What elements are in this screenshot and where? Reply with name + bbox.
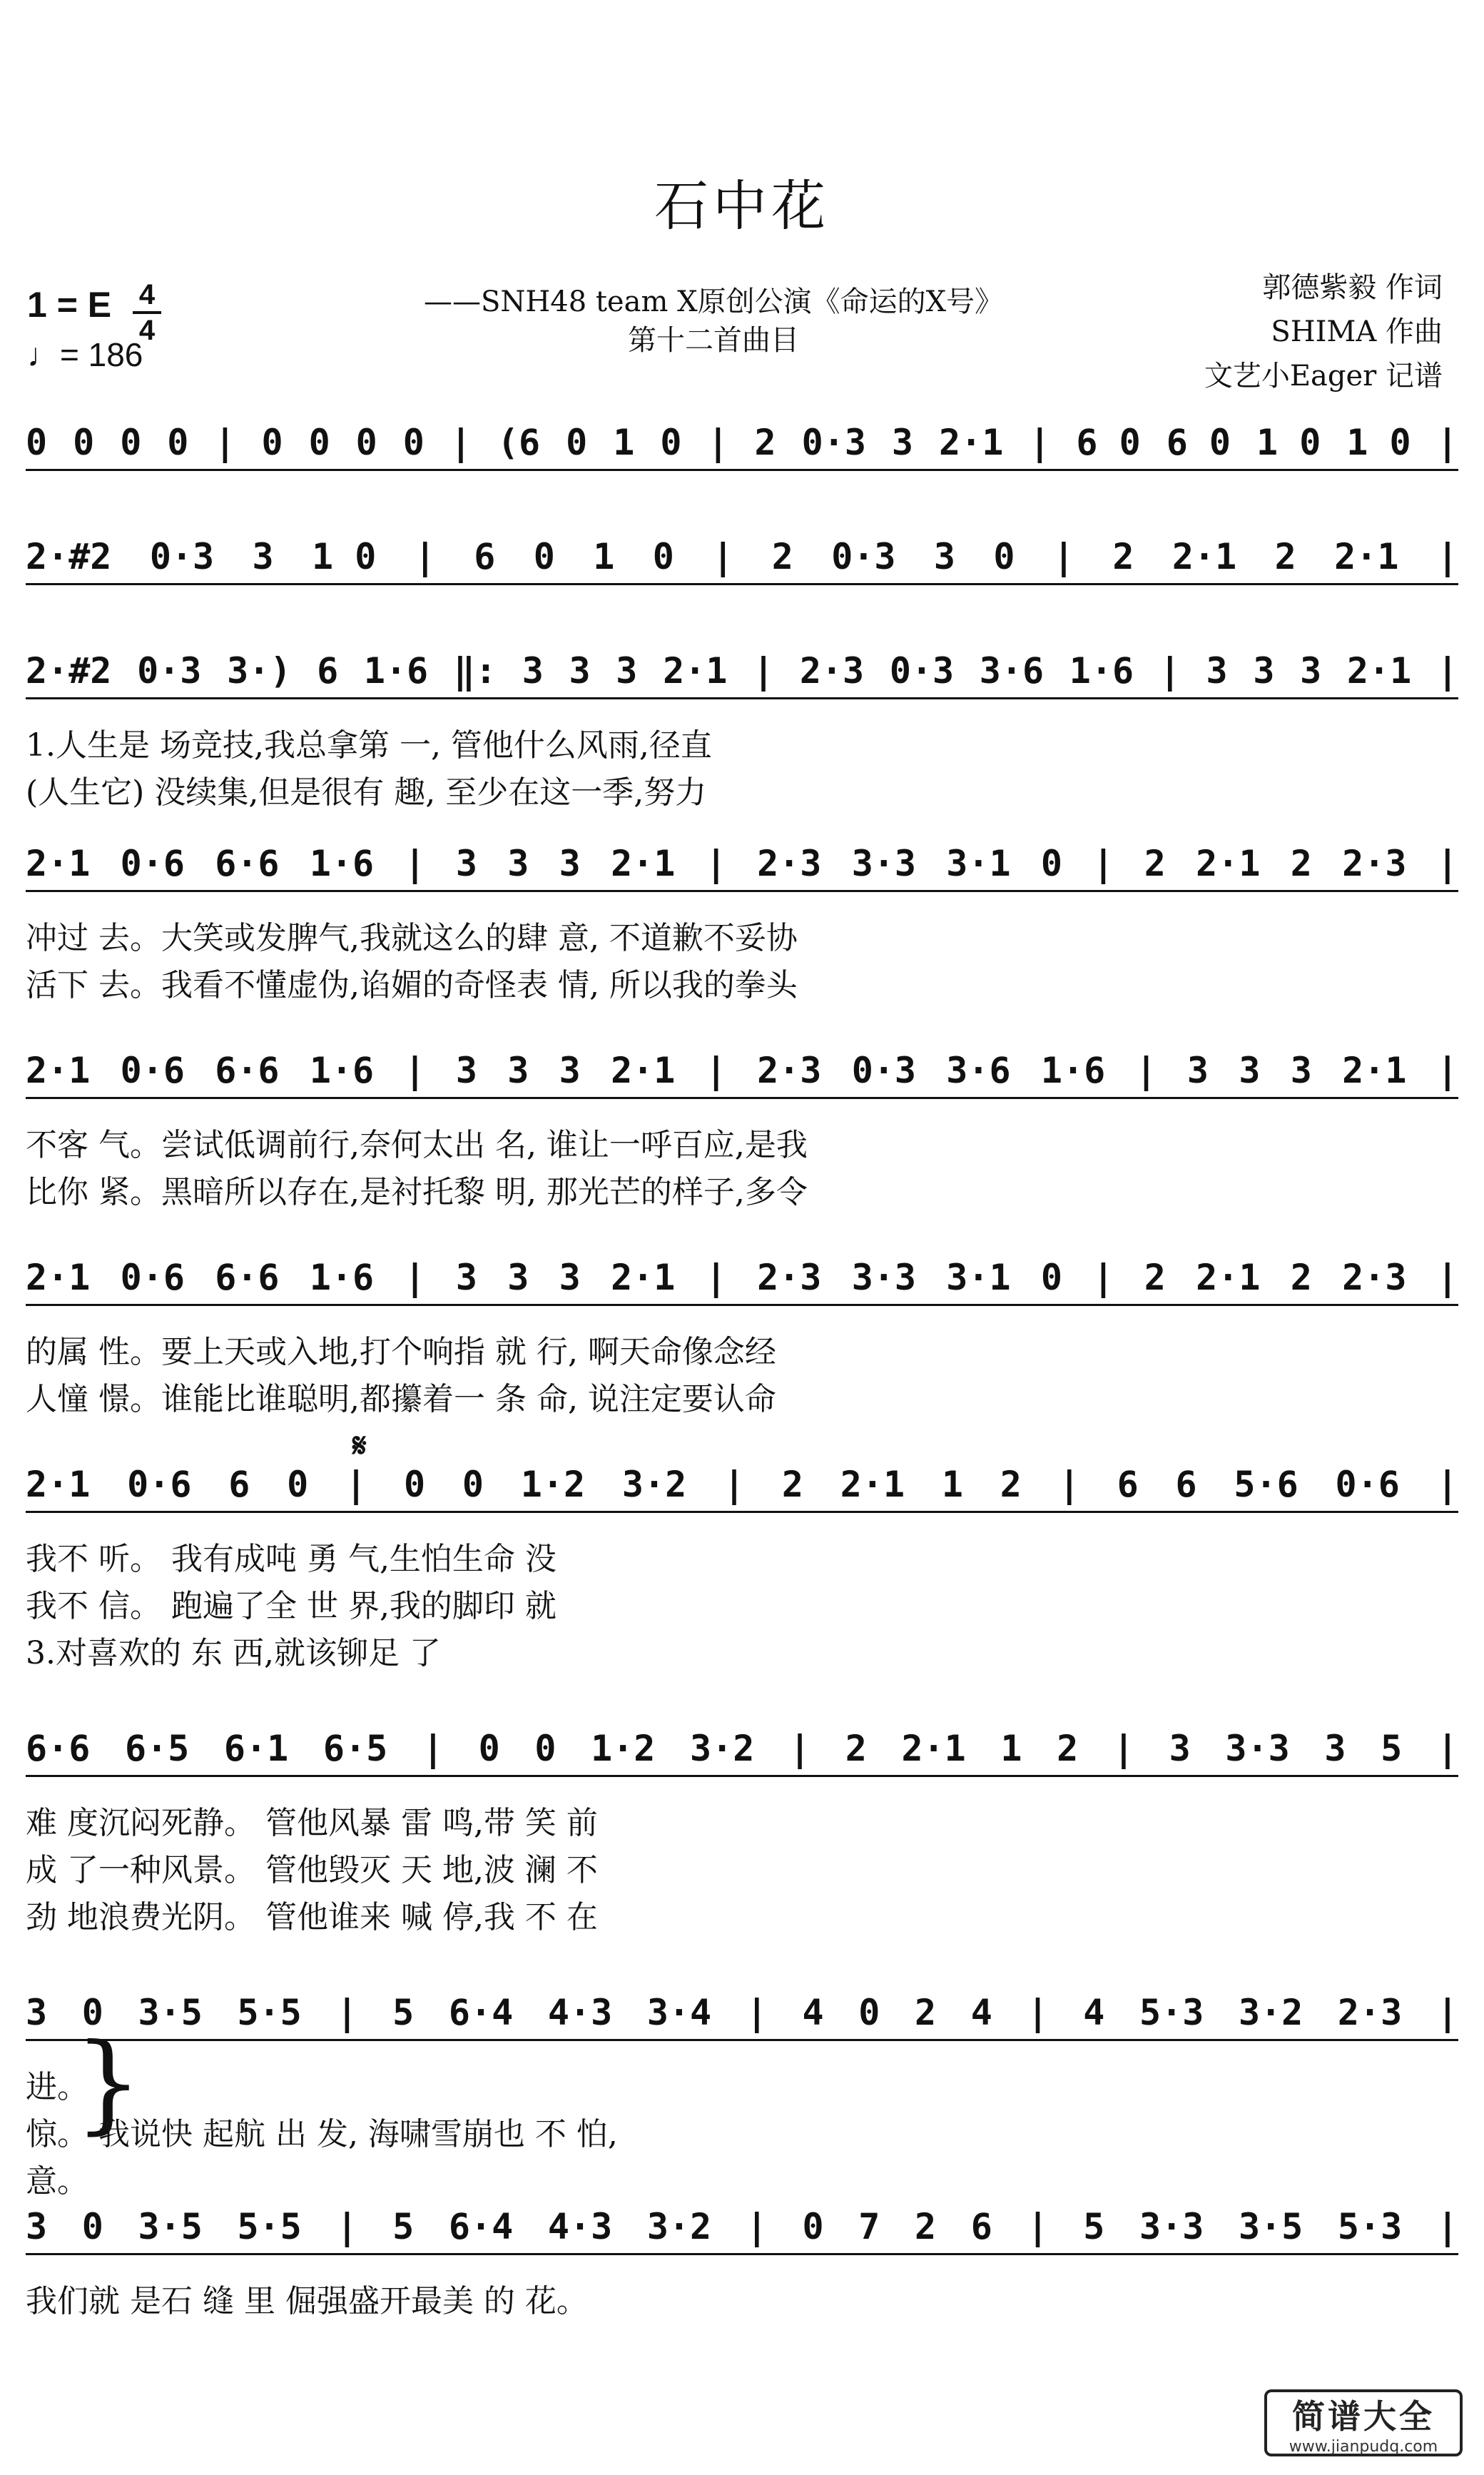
note: 2·1 <box>939 422 1004 463</box>
note: 0 <box>26 422 48 463</box>
note: | <box>449 422 472 463</box>
note: 1·6 <box>309 843 375 884</box>
note: 3 <box>507 1257 529 1298</box>
note: 3·3 <box>851 1257 916 1298</box>
note-row <box>26 628 1458 714</box>
note: 1 <box>613 422 635 463</box>
note: 6·5 <box>322 1728 388 1769</box>
note: 3 <box>507 1050 529 1091</box>
note: 2·1 <box>1172 536 1237 577</box>
time-signature-top: 4 <box>138 279 156 310</box>
note: | <box>712 536 734 577</box>
note: 2 <box>1274 536 1296 577</box>
note: 2·1 <box>1196 843 1261 884</box>
note: 2 <box>845 1728 867 1769</box>
note: 3·3 <box>851 843 916 884</box>
note: 2·1 <box>611 1050 676 1091</box>
lyric-line: 人憧 憬。谁能比谁聪明,都攥着一 条 命, 说注定要认命 <box>26 1381 776 1417</box>
lyric-line: 比你 紧。黑暗所以存在,是衬托黎 明, 那光芒的样子,多令 <box>26 1174 808 1210</box>
note: 6 <box>1117 1464 1139 1505</box>
note: 5 <box>392 1992 415 2033</box>
note: 0·3 <box>149 536 215 577</box>
note: 0 <box>81 2206 103 2247</box>
note: 0 <box>652 536 674 577</box>
note: | <box>336 2206 358 2247</box>
note: 1·6 <box>1040 1050 1106 1091</box>
note: 6·6 <box>26 1728 91 1769</box>
note: 0 <box>261 422 283 463</box>
note: 5·3 <box>1337 2206 1403 2247</box>
note: | <box>404 1050 426 1091</box>
note: 6 <box>317 650 339 692</box>
note: 1·6 <box>309 1257 375 1298</box>
key-signature: 1 = E <box>27 285 112 325</box>
note: 0·3 <box>831 536 896 577</box>
note: 0 <box>533 536 555 577</box>
note: 3 <box>569 650 591 692</box>
note: 2 <box>771 536 793 577</box>
note: 0·6 <box>120 1257 185 1298</box>
note: | <box>746 1992 768 2033</box>
segno-sign: 𝄋 <box>352 1426 367 1464</box>
note: 2 <box>1057 1728 1079 1769</box>
note-row <box>26 1706 1458 1791</box>
note: 2·1 <box>1334 536 1399 577</box>
note: 1 <box>593 536 615 577</box>
note: 1 0 <box>1256 422 1321 463</box>
note: 2·3 <box>757 843 822 884</box>
note: | <box>1436 1992 1458 2033</box>
note: 0 <box>478 1728 500 1769</box>
note: 1 0 <box>312 536 377 577</box>
note: 5·5 <box>237 1992 302 2033</box>
note: 7 <box>858 2206 880 2247</box>
note: 3 <box>1169 1728 1191 1769</box>
note: 0 <box>402 422 425 463</box>
note: 5·5 <box>237 2206 302 2247</box>
note: 2 <box>1290 1257 1312 1298</box>
lyric-line: 难 度沉闷死静。 管他风暴 雷 鸣,带 笑 前 <box>26 1805 598 1841</box>
note: 0 <box>167 422 189 463</box>
note: 2 <box>1290 843 1312 884</box>
note: 5 <box>392 2206 415 2247</box>
note: 4 <box>802 1992 824 2033</box>
note: 0 <box>120 422 142 463</box>
note: 0 <box>403 1464 426 1505</box>
lyric-line: (人生它) 没续集,但是很有 趣, 至少在这一季,努力 <box>26 774 707 811</box>
note: 2·1 <box>663 650 728 692</box>
note: 3 <box>26 2206 48 2247</box>
note: | <box>1436 843 1458 884</box>
note: 2·1 <box>901 1728 966 1769</box>
note: 3 <box>559 843 581 884</box>
note: 2 <box>754 422 776 463</box>
note: 0·3 <box>889 650 955 692</box>
note: 3 <box>1324 1728 1346 1769</box>
note: 2·3 <box>1342 843 1407 884</box>
note: | <box>422 1728 444 1769</box>
note-row <box>26 514 1458 599</box>
note: 3·2 <box>1238 1992 1303 2033</box>
note: (6 <box>497 422 541 463</box>
lyric-line: 冲过 去。大笑或发脾气,我就这么的肆 意, 不道歉不妥协 <box>26 920 798 956</box>
note: 3 <box>1253 650 1275 692</box>
note: | <box>1112 1728 1135 1769</box>
note: 1·6 <box>309 1050 375 1091</box>
note: 3 <box>1290 1050 1312 1091</box>
note: 6·4 <box>448 1992 514 2033</box>
note: | <box>1027 1992 1049 2033</box>
note: 6 <box>970 2206 992 2247</box>
note: 0 <box>534 1728 556 1769</box>
note: 2·1 <box>840 1464 905 1505</box>
note-row <box>26 1028 1458 1113</box>
note-row <box>26 1970 1458 2055</box>
note: | <box>1436 1050 1458 1091</box>
note: | <box>1092 1257 1114 1298</box>
note: | <box>1436 1728 1458 1769</box>
note: 3·1 <box>946 843 1011 884</box>
subtitle-line-1: ——SNH48 team X原创公演《命运的X号》 <box>423 285 1004 318</box>
note: | <box>705 1257 727 1298</box>
note: | <box>1092 843 1114 884</box>
transcriber-credit: 文艺小Eager 记谱 <box>1204 360 1443 393</box>
note: 0·3 <box>851 1050 916 1091</box>
note: 3 <box>1300 650 1322 692</box>
note: 2·1 <box>26 1050 91 1091</box>
note: | <box>746 2206 768 2247</box>
note: 2·3 <box>1342 1257 1407 1298</box>
note: 2·#2 <box>26 650 112 692</box>
composer-credit: SHIMA 作曲 <box>1271 315 1443 348</box>
note: 2·1 <box>611 1257 676 1298</box>
note: 5 <box>1083 2206 1105 2247</box>
note: 4 <box>970 1992 992 2033</box>
note: 1·6 <box>363 650 429 692</box>
note: 2 <box>1000 1464 1022 1505</box>
note: 3·5 <box>138 1992 203 2033</box>
note: 3 <box>455 1050 477 1091</box>
note: 1·2 <box>520 1464 586 1505</box>
note: 2·1 <box>26 1464 91 1505</box>
credits <box>1204 265 1443 398</box>
note: 3 <box>252 536 274 577</box>
lyric-line: 进。 <box>26 2069 88 2105</box>
lyric-line: 我们就 是石 缝 里 倔强盛开最美 的 花。 <box>26 2283 588 2319</box>
note: 2·1 <box>611 843 676 884</box>
note: 2·1 <box>1196 1257 1261 1298</box>
note: | <box>1436 650 1458 692</box>
note: 0 <box>1040 1257 1063 1298</box>
note: 3·2 <box>690 1728 755 1769</box>
note: | <box>1436 2206 1458 2247</box>
lyricist-credit: 郭德紫毅 作词 <box>1262 271 1443 304</box>
note: 2 <box>1144 1257 1166 1298</box>
note: 5·3 <box>1139 1992 1204 2033</box>
note: 2 <box>1144 843 1166 884</box>
note: 1·6 <box>1069 650 1134 692</box>
note: 0 <box>1040 843 1063 884</box>
note: 2·3 <box>799 650 865 692</box>
lyric-line: 3.对喜欢的 东 西,就该铆足 了 <box>26 1635 441 1671</box>
time-signature-bar <box>133 311 161 314</box>
note: 6 0 <box>1076 422 1141 463</box>
note: 4·3 <box>547 1992 613 2033</box>
note: 0 <box>660 422 682 463</box>
note: 3·3 <box>1225 1728 1290 1769</box>
note: 0·6 <box>120 1050 185 1091</box>
note: | <box>414 536 436 577</box>
note: 3·6 <box>946 1050 1011 1091</box>
note: 3·4 <box>646 1992 712 2033</box>
note: | <box>1436 1464 1458 1505</box>
tempo-marking: ♩= 186 <box>27 336 143 373</box>
note: 0 <box>81 1992 103 2033</box>
note: 3·3 <box>1139 2206 1204 2247</box>
note: | <box>1135 1050 1157 1091</box>
lyric-line: 劲 地浪费光阴。 管他谁来 喊 停,我 不 在 <box>26 1899 598 1935</box>
note: 3 <box>26 1992 48 2033</box>
note: | <box>1436 536 1458 577</box>
time-signature-bottom: 4 <box>138 315 156 346</box>
watermark-logo <box>1264 2389 1463 2456</box>
note: | <box>753 650 775 692</box>
note: 0·6 <box>1335 1464 1400 1505</box>
note: 2·3 <box>757 1257 822 1298</box>
lyric-line: 惊。 我说快 起航 出 发, 海啸雪崩也 不 怕, <box>26 2116 618 2152</box>
note: 2 <box>915 2206 937 2247</box>
subtitle-line-2: 第十二首曲目 <box>628 324 799 357</box>
note: | <box>1027 2206 1049 2247</box>
lyric-line: 意。 <box>26 2163 88 2200</box>
note-row <box>26 1235 1458 1320</box>
note: 2·3 <box>757 1050 822 1091</box>
lyric-line: 我不 信。 跑遍了全 世 界,我的脚印 就 <box>26 1588 556 1624</box>
note: 6·6 <box>215 843 280 884</box>
note-row <box>26 1442 1458 1527</box>
page-title: 石中花 <box>654 174 830 238</box>
note: 2 <box>781 1464 803 1505</box>
verse-brace: } <box>74 2021 143 2145</box>
note: 2 <box>1112 536 1134 577</box>
note: 5 <box>1381 1728 1403 1769</box>
note: 3 <box>507 843 529 884</box>
note: 0 <box>355 422 377 463</box>
note: | <box>214 422 236 463</box>
note: 3 <box>1206 650 1228 692</box>
note: | <box>723 1464 746 1505</box>
note: 2·1 <box>26 1257 91 1298</box>
note: 3 <box>455 1257 477 1298</box>
note: 6 <box>1175 1464 1197 1505</box>
note: 3·5 <box>1238 2206 1303 2247</box>
lyric-line: 的属 性。要上天或入地,打个响指 就 行, 啊天命像念经 <box>26 1334 776 1370</box>
note: 0 <box>858 1992 880 2033</box>
note: 3 <box>559 1050 581 1091</box>
note: 6·6 <box>215 1050 280 1091</box>
note: 3 <box>933 536 956 577</box>
note: 6 <box>228 1464 250 1505</box>
note: | <box>404 843 426 884</box>
note: 6·4 <box>448 2206 514 2247</box>
lyric-line: 活下 去。我看不懂虚伪,谄媚的奇怪表 情, 所以我的拳头 <box>26 967 798 1003</box>
note: 6·5 <box>124 1728 190 1769</box>
note-row <box>26 821 1458 906</box>
note: 2·1 <box>1342 1050 1407 1091</box>
note: 1·2 <box>591 1728 656 1769</box>
note: | <box>345 1464 367 1505</box>
note: | <box>1052 536 1075 577</box>
note: 0·6 <box>120 843 185 884</box>
note: 3·5 <box>138 2206 203 2247</box>
note: 0 <box>993 536 1015 577</box>
lyric-line: 成 了一种风景。 管他毁灭 天 地,波 澜 不 <box>26 1852 598 1888</box>
note: 0·3 <box>137 650 202 692</box>
note: 2·#2 <box>26 536 112 577</box>
note: 1 <box>941 1464 963 1505</box>
note: | <box>404 1257 426 1298</box>
note: 3 <box>559 1257 581 1298</box>
note: 2·1 <box>1346 650 1412 692</box>
note: | <box>788 1728 811 1769</box>
note: 3 <box>1239 1050 1261 1091</box>
note: 0 <box>462 1464 484 1505</box>
note: | <box>705 1050 727 1091</box>
subtitle <box>371 283 1056 360</box>
note: 3 <box>522 650 544 692</box>
note: | <box>336 1992 358 2033</box>
note: ‖: <box>453 650 497 692</box>
note: | <box>1436 422 1458 463</box>
note: 3·) <box>227 650 292 692</box>
note: 6·6 <box>215 1257 280 1298</box>
note: 5·6 <box>1234 1464 1298 1505</box>
note: 3 <box>455 843 477 884</box>
note: | <box>1159 650 1181 692</box>
note: 6·1 <box>223 1728 289 1769</box>
note-row <box>26 2184 1458 2269</box>
lyric-line: 我不 听。 我有成吨 勇 气,生怕生命 没 <box>26 1541 556 1577</box>
note: 0 <box>802 2206 824 2247</box>
note: 4·3 <box>547 2206 613 2247</box>
note: 3·1 <box>946 1257 1011 1298</box>
note: 3·2 <box>646 2206 712 2247</box>
note: 3·2 <box>621 1464 687 1505</box>
note: 3 <box>1186 1050 1209 1091</box>
note: 4 <box>1083 1992 1105 2033</box>
note: 0·6 <box>127 1464 192 1505</box>
note: 6 0 <box>1166 422 1231 463</box>
note: | <box>707 422 729 463</box>
note: 2·1 <box>26 843 91 884</box>
note: 0 <box>308 422 330 463</box>
lyric-line: 不客 气。尝试低调前行,奈何太出 名, 谁让一呼百应,是我 <box>26 1127 808 1163</box>
note: 0 <box>566 422 588 463</box>
note: 0 <box>73 422 95 463</box>
note: 6 <box>474 536 496 577</box>
watermark-name: 简谱大全 <box>1292 2396 1435 2436</box>
watermark-url: www.jianpudq.com <box>1289 2437 1438 2456</box>
note: | <box>1058 1464 1080 1505</box>
note: | <box>1436 1257 1458 1298</box>
note: 0·3 <box>801 422 866 463</box>
note: 3 <box>616 650 638 692</box>
note: 1 <box>1000 1728 1022 1769</box>
lyric-line: 1.人生是 场竞技,我总拿第 一, 管他什么风雨,径直 <box>26 727 712 764</box>
note: | <box>705 843 727 884</box>
note: 2·3 <box>1337 1992 1403 2033</box>
note: 1 0 <box>1346 422 1411 463</box>
note: 0 <box>287 1464 309 1505</box>
note: | <box>1029 422 1051 463</box>
note: 3·6 <box>979 650 1045 692</box>
note: 2 <box>915 1992 937 2033</box>
note-row <box>26 400 1458 485</box>
note: 3 <box>891 422 914 463</box>
